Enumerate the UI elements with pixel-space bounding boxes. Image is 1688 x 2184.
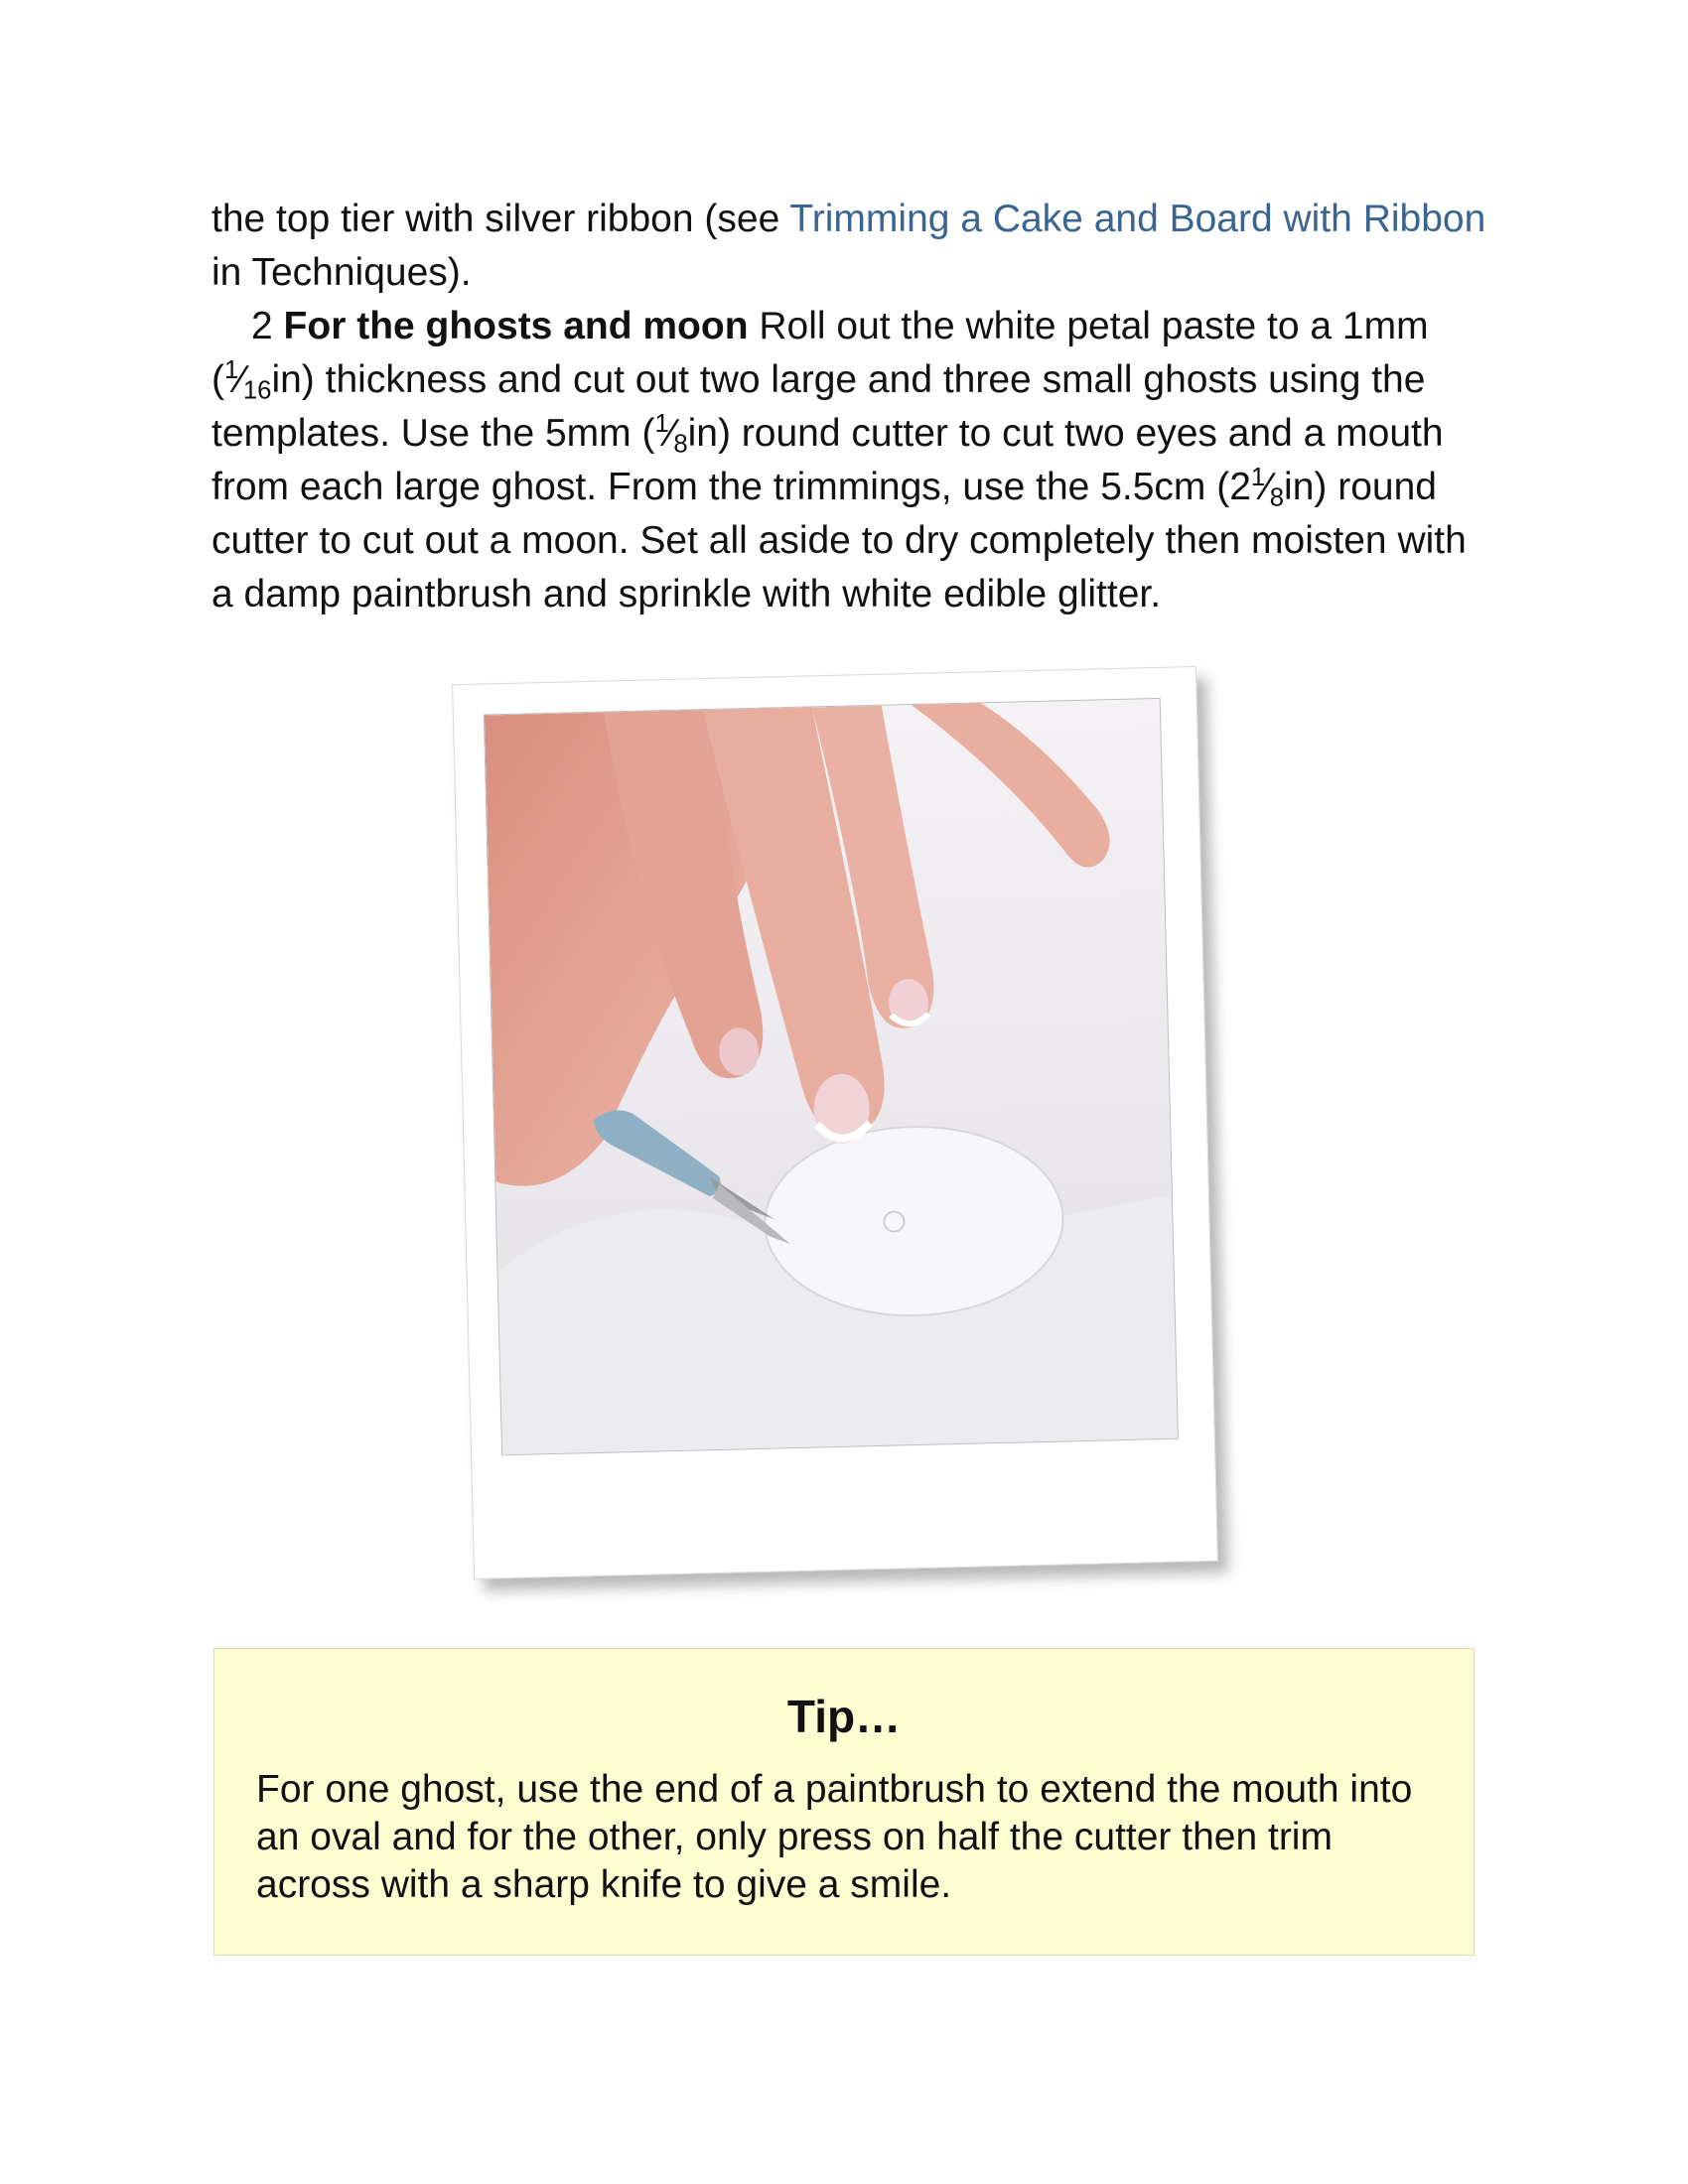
step-number: 2 xyxy=(251,305,273,347)
hand-cutting-paste-illustration xyxy=(485,699,1178,1454)
tip-box xyxy=(213,1648,1475,1956)
step-text-3: in) round cutter to cut two eyes and a mouth from each large ghost. From the trimmings, use the 5.5cm (2 xyxy=(211,412,1444,508)
fraction-1-8-a: $^1⁄_8$ xyxy=(654,409,688,459)
step-text-2: in) thickness and cut out two large and three small ghosts using the templates. Use the 5mm ( xyxy=(211,358,1426,455)
step-photo xyxy=(484,698,1179,1455)
paragraph-1 xyxy=(211,193,1492,300)
step-text-4: in) round cutter to cut out a moon. Set all aside to dry completely then moisten with a damp paintbrush and sprinkle with white edible glitter. xyxy=(211,466,1467,615)
step-heading: For the ghosts and moon xyxy=(283,305,749,347)
paragraph-1-text-start: the top tier with silver ribbon (see xyxy=(211,198,790,240)
paragraph-1-text-end: in Techniques). xyxy=(211,251,472,294)
step-text-1: Roll out the white petal paste to a 1mm ( xyxy=(211,305,1429,401)
tip-title: Tip… xyxy=(786,1691,902,1742)
fraction-1-8-b: $^1⁄_8$ xyxy=(1250,463,1285,512)
polaroid-photo-frame xyxy=(452,666,1218,1579)
techniques-link[interactable]: Trimming a Cake and Board with Ribbon xyxy=(789,198,1486,240)
tip-body: For one ghost, use the end of a paintbrush to extend the mouth into an oval and for the other, only press on half the cutter then trim across with a sharp knife to give a smile. xyxy=(256,1768,1413,1906)
body-text xyxy=(211,193,1492,621)
fraction-1-16: $^1⁄_{16}$ xyxy=(224,355,272,405)
paragraph-2 xyxy=(211,300,1492,621)
